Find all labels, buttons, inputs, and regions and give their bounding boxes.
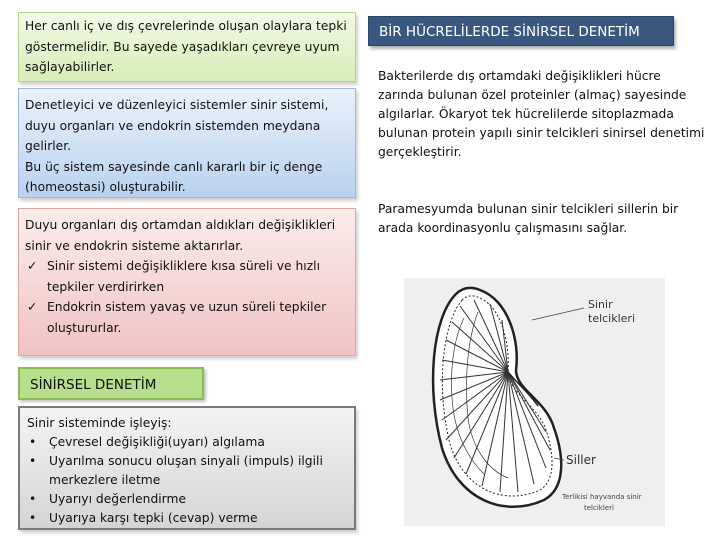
bullet-icon: •: [29, 492, 37, 506]
list-item: [25, 256, 349, 297]
check-icon: ✓: [27, 300, 38, 314]
list-item: [25, 297, 349, 338]
list-item: [27, 490, 347, 509]
sense-organs-text: Duyu organları dış ortamdan aldıkları değişiklikleri sinir ve endokrin sisteme aktarırlar.: [25, 218, 336, 253]
bacteria-paragraph: Bakterilerde dış ortamdaki değişiklikleri hücre zarında bulunan özel proteinler (almaç) sayesinde algılarlar. Ökaryot tek hücrelilerde sitoplazmada bulunan protein yapılı sinir telcikleri sinirsel denetimi gerçekleştirir.: [378, 69, 705, 159]
nerve-label-line-1: Sinir: [588, 298, 613, 311]
figure-caption-line-2: telcikleri: [584, 504, 614, 512]
cilia-label: Siller: [566, 453, 596, 467]
list-item: [27, 433, 347, 452]
list-item-text: Endokrin sistem yavaş ve uzun süreli tepkiler oluştururlar.: [47, 300, 327, 335]
nervous-system-steps: [27, 433, 347, 528]
list-item-text: Uyarıyı değerlendirme: [49, 492, 187, 506]
bullet-icon: •: [29, 511, 37, 525]
sense-organs-box: [18, 208, 356, 356]
page-title: BİR HÜCRELİLERDE SİNİRSEL DENETİM: [368, 16, 674, 46]
bullet-icon: •: [29, 454, 37, 468]
nerve-label-line-2: telcikleri: [588, 312, 636, 325]
check-icon: ✓: [27, 259, 38, 273]
list-item-text: Uyarılma sonucu oluşan sinyali (impuls) ilgili merkezlere iletme: [49, 454, 323, 487]
list-item-text: Çevresel değişikliği(uyarı) algılama: [49, 435, 265, 449]
list-item-text: Sinir sistemi değişikliklere kısa süreli ve hızlı tepkiler verdirirken: [47, 259, 320, 294]
response-list: [25, 256, 349, 338]
list-item: [27, 509, 347, 528]
list-item: [27, 452, 347, 490]
homeostasis-text: Bu üç sistem sayesinde canlı kararlı bir iç denge (homeostasi) oluşturabilir.: [25, 159, 323, 194]
bullet-icon: •: [29, 435, 37, 449]
intro-text: Her canlı iç ve dış çevrelerinde oluşan olaylara tepki göstermelidir. Bu sayede yaşadıkları çevreye uyum sağlayabilirler.: [25, 19, 347, 74]
nervous-system-heading: Sinir sisteminde işleyiş:: [27, 416, 172, 430]
paramecium-paragraph: Paramesyumda bulunan sinir telcikleri sillerin bir arada koordinasyonlu çalışmasını sağlar.: [378, 202, 679, 235]
intro-box: [18, 12, 356, 82]
list-item-text: Uyarıya karşı tepki (cevap) verme: [49, 511, 258, 525]
paramecium-figure: [404, 278, 665, 526]
regulatory-systems-box: [18, 88, 356, 198]
regulatory-systems-text: Denetleyici ve düzenleyici sistemler sinir sistemi, duyu organları ve endokrin sistemden meydana gelirler.: [25, 98, 329, 153]
section-title: SİNİRSEL DENETİM: [18, 367, 204, 400]
nervous-system-box: [18, 406, 356, 530]
figure-caption-line-1: Terlikisi hayvanda sinir: [562, 493, 642, 501]
